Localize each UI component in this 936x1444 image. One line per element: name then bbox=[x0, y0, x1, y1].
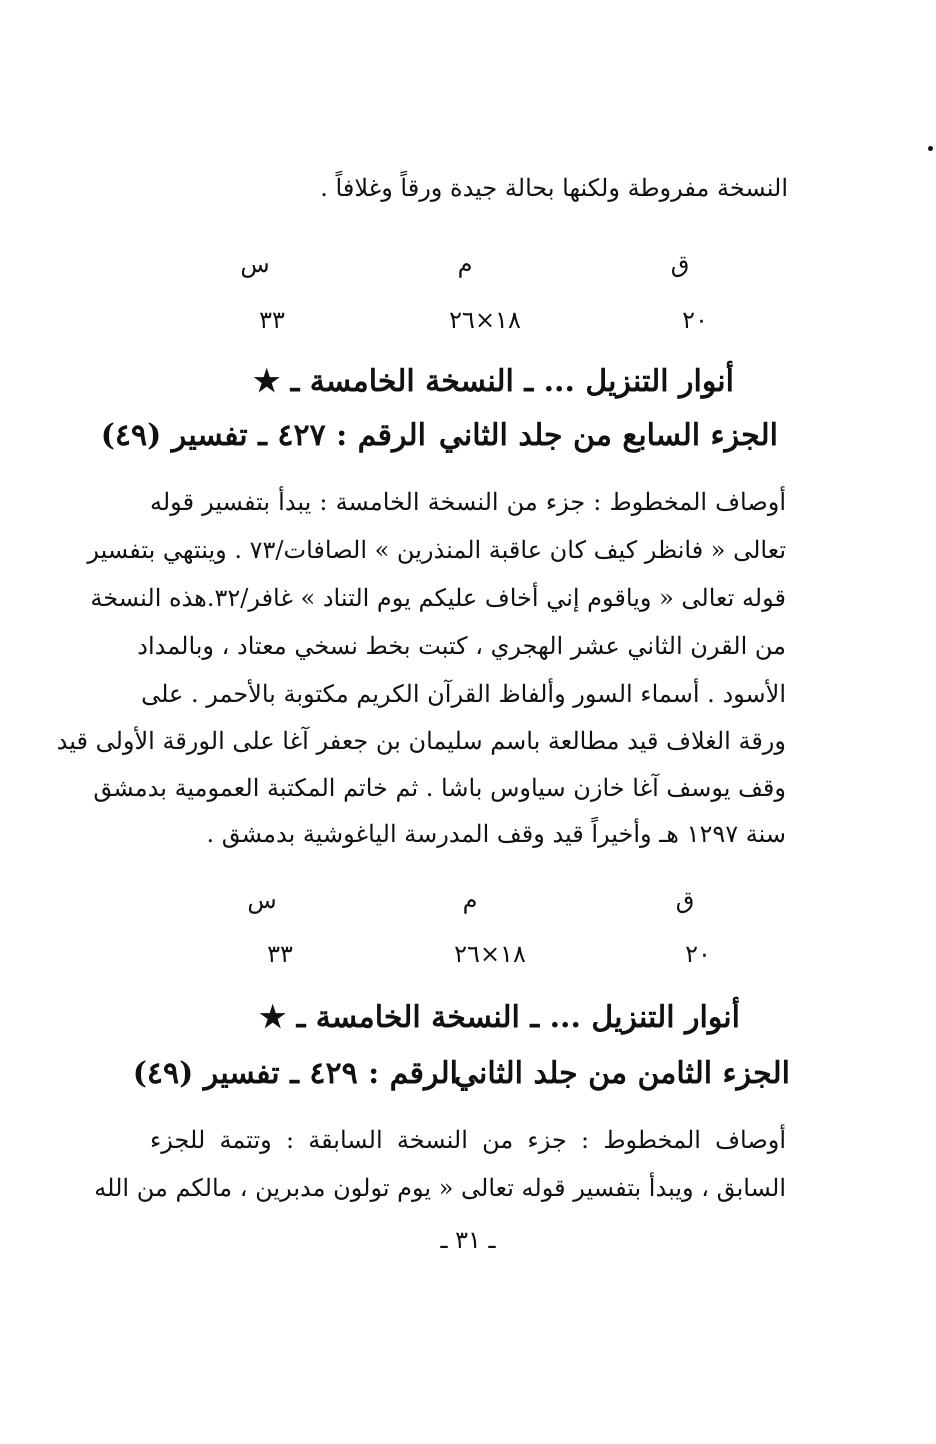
table-value-s: ٣٣ bbox=[259, 306, 285, 334]
table-value-s: ٣٣ bbox=[267, 940, 293, 968]
table-header-m: م bbox=[457, 250, 473, 278]
section-2-number: الرقم : ٤٢٩ ـ تفسير (٤٩) bbox=[132, 1056, 458, 1091]
description-line: تعالى « فانظر كيف كان عاقبة المنذرين » الصافات/٧٣ . وينتهي بتفسير bbox=[87, 536, 786, 564]
table-value-m: ١٨×٢٦ bbox=[454, 940, 526, 968]
description-line: أوصاف المخطوط : جزء من النسخة السابقة : وتتمة للجزء bbox=[150, 1126, 786, 1154]
section-2-subtitle: الجزء الثامن من جلد الثاني bbox=[453, 1056, 790, 1091]
table-value-m: ١٨×٢٦ bbox=[449, 306, 521, 334]
section-1-subtitle: الجزء السابع من جلد الثاني bbox=[438, 418, 778, 453]
table-header-q: ق bbox=[675, 886, 695, 914]
margin-dot bbox=[928, 146, 933, 151]
table-header-s: س bbox=[247, 886, 277, 914]
section-1-number: الرقم : ٤٢٧ ـ تفسير (٤٩) bbox=[100, 418, 426, 453]
page-number: ـ ٣١ ـ bbox=[440, 1226, 496, 1254]
description-line: من القرن الثاني عشر الهجري ، كتبت بخط نسخي معتاد ، وبالمداد bbox=[137, 632, 786, 660]
table-header-q: ق bbox=[670, 250, 690, 278]
description-line: وقف يوسف آغا خازن سياوس باشا . ثم خاتم المكتبة العمومية بدمشق bbox=[93, 774, 786, 802]
description-last-line: سنة ١٢٩٧ هـ وأخيراً قيد وقف المدرسة الياغوشية بدمشق . bbox=[206, 820, 786, 848]
table-value-q: ٢٠ bbox=[682, 306, 708, 334]
section-1-title: أنوار التنزيل ... ـ النسخة الخامسة ـ ★ bbox=[253, 364, 734, 399]
description-line: السابق ، ويبدأ بتفسير قوله تعالى « يوم تولون مدبرين ، مالكم من الله bbox=[94, 1174, 786, 1202]
description-line: الأسود . أسماء السور وألفاظ القرآن الكريم مكتوبة بالأحمر . على bbox=[141, 680, 786, 708]
intro-line: النسخة مفروطة ولكنها بحالة جيدة ورقاً وغلافاً . bbox=[320, 174, 788, 202]
description-line: قوله تعالى « وياقوم إني أخاف عليكم يوم التناد » غافر/٣٢.هذه النسخة bbox=[90, 584, 786, 612]
table-header-m: م bbox=[462, 886, 478, 914]
table-value-q: ٢٠ bbox=[685, 940, 711, 968]
section-2-title: أنوار التنزيل ... ـ النسخة الخامسة ـ ★ bbox=[259, 1000, 740, 1035]
description-line: ورقة الغلاف قيد مطالعة باسم سليمان بن جعفر آغا على الورقة الأولى قيد bbox=[56, 727, 786, 755]
description-line: أوصاف المخطوط : جزء من النسخة الخامسة : يبدأ بتفسير قوله bbox=[150, 488, 786, 516]
table-header-s: س bbox=[240, 250, 270, 278]
